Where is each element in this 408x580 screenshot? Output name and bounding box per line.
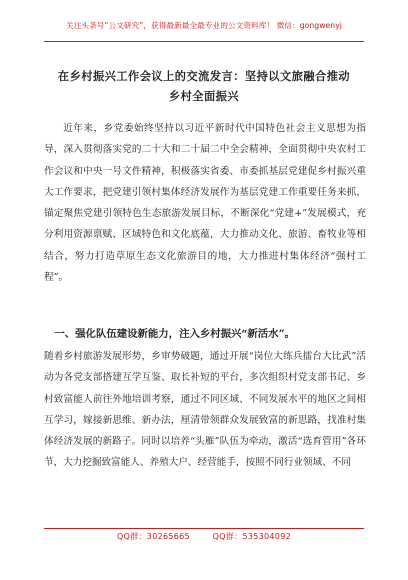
- footer-contact-text: QQ群：30265665 QQ群：535304092: [117, 532, 291, 541]
- section-1-paragraph: 随着乡村旅游发展形势，乡审势破题，通过开展“岗位大练兵擂台大比武”活动为各党支部搭建互学互鉴、取长补短的平台，多次组织村党支部书记、乡村致富能人前往外地培训考察，通过不同区域、不同发展水平的地区之间相互学习，嫁接新思维、新办法，厘清带领群众发展致富的新思路，找准村集体经济发展的新路子。同时以培养“头雁”队伍为牵动，激活“选育管用”各环节，大力挖掘致富能人、养殖大户、经营能手，按照不同行业领域、不同: [44, 351, 366, 469]
- header-banner-text: 关注头条号“公文研究”，获得最新最全最专业的公文资料库！ 微信：gongwenyj: [66, 21, 342, 30]
- document-title: [36, 66, 372, 106]
- page-header: [0, 0, 408, 40]
- intro-paragraph: 近年来，乡党委始终坚持以习近平新时代中国特色社会主义思想为指导，深入贯彻落实党的二十大和二十届二中全会精神，全面贯彻中央农村工作会议和中央一号文件精神，积极落实省委、市委抓基层党建促乡村振兴重大工作要求，把党建引领村集体经济发展作为基层党建工作重要任务来抓，锚定聚焦党建引领特色生态旅游发展目标，不断深化“党建+”发展模式，充分利用资源禀赋、区域特色和文化底蕴，大力推动文化、旅游、畜牧业等相结合，努力打造草原生态文化旅游目的地，大力推进村集体经济“强村工程”。: [44, 123, 366, 284]
- header-divider: [44, 41, 364, 42]
- title-line-2: 乡村全面振兴: [168, 89, 240, 103]
- section-heading-1: 一、强化队伍建设新能力，注入乡村振兴“新活水”。: [54, 328, 295, 340]
- title-line-1: 在乡村振兴工作会议上的交流发言：坚持以文旅融合推动: [57, 69, 351, 83]
- footer-divider: [44, 528, 364, 529]
